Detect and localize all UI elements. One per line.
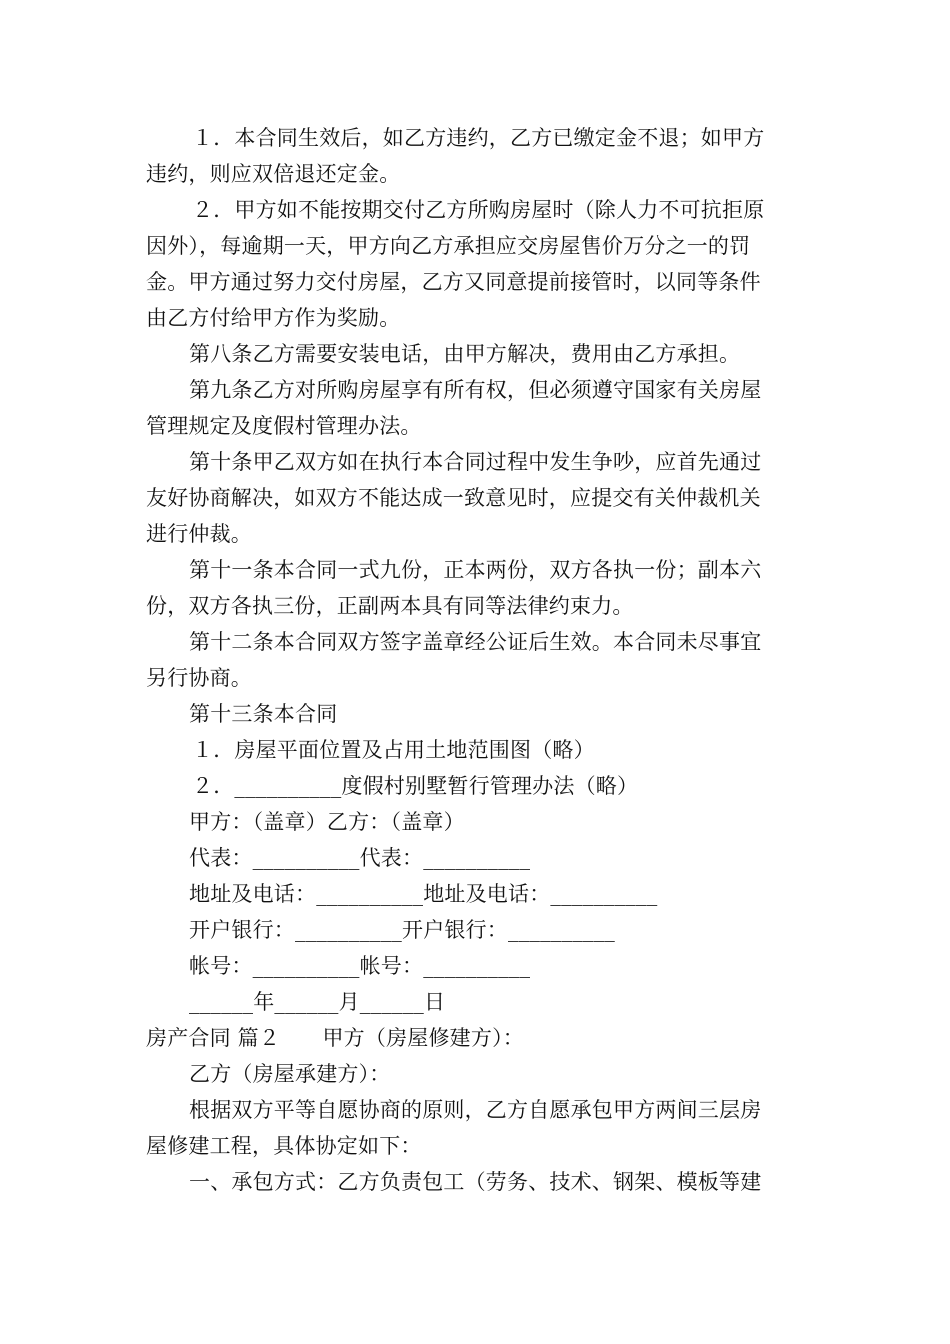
paragraph-line: 代表：__________代表：__________ <box>189 846 531 870</box>
paragraph-line: 由乙方付给甲方作为奖励。 <box>146 306 401 330</box>
paragraph-line: 开户银行：__________开户银行：__________ <box>189 918 615 942</box>
paragraph-line: 一、承包方式：乙方负责包工（劳务、技术、钢架、模板等建 <box>189 1170 762 1194</box>
paragraph-line: 进行仲裁。 <box>146 522 252 546</box>
paragraph-line: １．房屋平面位置及占用土地范围图（略） <box>192 738 595 762</box>
paragraph-line: 友好协商解决，如双方不能达成一致意见时，应提交有关仲裁机关 <box>146 486 761 510</box>
paragraph-line: 地址及电话：__________地址及电话：__________ <box>189 882 658 906</box>
paragraph-line: 金。甲方通过努力交付房屋，乙方又同意提前接管时，以同等条件 <box>146 270 761 294</box>
section-heading: 房产合同 篇２ 甲方（房屋修建方）： <box>146 1026 524 1050</box>
paragraph-line: 第八条乙方需要安装电话，由甲方解决，费用由乙方承担。 <box>189 342 741 366</box>
paragraph-line: １．本合同生效后，如乙方违约，乙方已缴定金不退；如甲方 <box>192 126 765 150</box>
paragraph-line: 屋修建工程，具体协定如下： <box>146 1134 422 1158</box>
paragraph-line: 第十二条本合同双方签字盖章经公证后生效。本合同未尽事宜 <box>189 630 762 654</box>
paragraph-line: ______年______月______日 <box>189 990 446 1014</box>
paragraph-line: 违约，则应双倍退还定金。 <box>146 162 401 186</box>
paragraph-line: 第十三条本合同 <box>189 702 338 726</box>
paragraph-line: 根据双方平等自愿协商的原则，乙方自愿承包甲方两间三层房 <box>189 1098 762 1122</box>
paragraph-line: ２．__________度假村别墅暂行管理办法（略） <box>192 774 639 798</box>
paragraph-line: 甲方：（盖章）乙方：（盖章） <box>189 810 465 834</box>
paragraph-line: 帐号：__________帐号：__________ <box>189 954 531 978</box>
paragraph-line: ２．甲方如不能按期交付乙方所购房屋时（除人力不可抗拒原 <box>192 198 765 222</box>
paragraph-line: 第九条乙方对所购房屋享有所有权，但必须遵守国家有关房屋 <box>189 378 762 402</box>
paragraph-line: 管理规定及度假村管理办法。 <box>146 414 422 438</box>
paragraph-line: 第十一条本合同一式九份，正本两份，双方各执一份；副本六 <box>189 558 762 582</box>
paragraph-line: 因外），每逾期一天，甲方向乙方承担应交房屋售价万分之一的罚 <box>146 234 751 258</box>
paragraph-line: 第十条甲乙双方如在执行本合同过程中发生争吵，应首先通过 <box>189 450 762 474</box>
paragraph-line: 另行协商。 <box>146 666 252 690</box>
paragraph-line: 份，双方各执三份，正副两本具有同等法律约束力。 <box>146 594 634 618</box>
paragraph-line: 乙方（房屋承建方）： <box>189 1062 391 1086</box>
